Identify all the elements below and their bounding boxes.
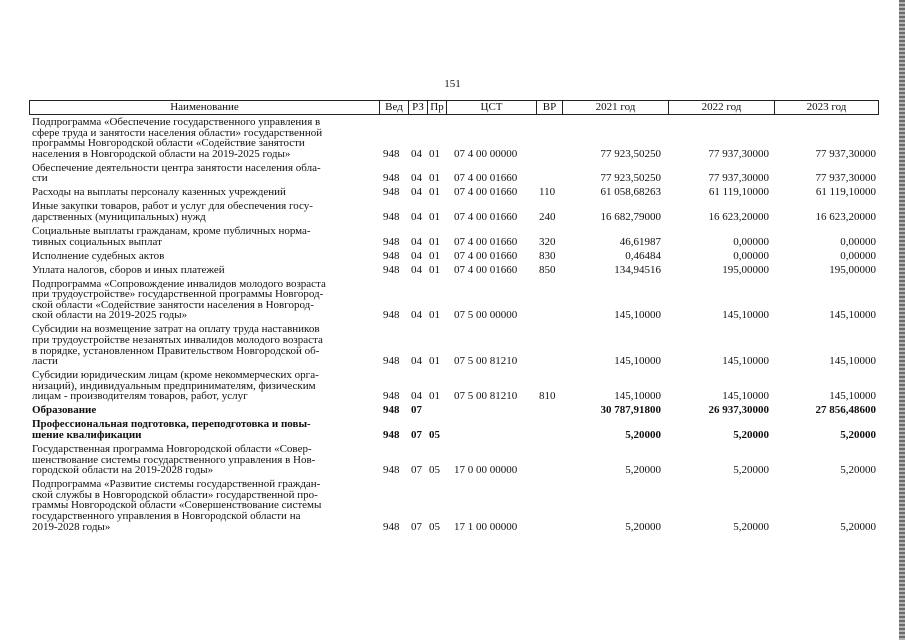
cell-cst: 07 5 00 81210 [454,390,518,403]
cell-2023: 5,20000 [840,428,876,441]
cell-name: Субсидии юридическим лицам (кроме некоммерческих орга- низаций), индивидуальным предпринимателям, физическим лицам - производителям товаров, работ, услуг [32,369,319,403]
header-rz: РЗ [409,101,428,114]
cell-rz: 04 [411,309,422,322]
cell-2022: 61 119,10000 [708,186,769,199]
header-cst: ЦСТ [447,101,537,114]
cell-pr: 05 [429,520,440,533]
cell-2021: 61 058,68263 [600,186,661,199]
table-row [29,370,879,402]
page-number: 151 [444,78,461,90]
cell-vr: 320 [539,235,556,248]
cell-2023: 61 119,10000 [815,186,876,199]
cell-cst: 07 4 00 01660 [454,210,518,223]
cell-ved: 948 [383,355,400,368]
cell-2021: 16 682,79000 [600,210,661,223]
cell-rz: 04 [411,390,422,403]
cell-rz: 07 [411,428,422,441]
cell-rz: 07 [411,404,422,417]
cell-cst: 07 5 00 00000 [454,309,518,322]
table-row [29,187,879,198]
cell-vr: 240 [539,210,556,223]
cell-name: Подпрограмма «Сопровождение инвалидов молодого возраста при трудоустройстве» государственной программы Новгород- ской области «Содействие занятости населения в Новгород- ской области на 2019-2025 годы» [32,277,326,322]
cell-2021: 0,46484 [625,249,661,262]
cell-pr: 05 [429,464,440,477]
cell-ved: 948 [383,210,400,223]
cell-2022: 26 937,30000 [708,404,769,417]
cell-rz: 04 [411,147,422,160]
cell-ved: 948 [383,520,400,533]
cell-2023: 145,10000 [829,390,876,403]
cell-vr: 850 [539,263,556,276]
cell-2022: 5,20000 [733,464,769,477]
cell-cst: 07 4 00 00000 [454,147,518,160]
cell-name: Государственная программа Новгородской области «Совер- шенствование системы государственного управления в Нов- городской области на 2019-2028 годы» [32,443,316,477]
cell-cst: 17 0 00 00000 [454,464,518,477]
header-pr: Пр [428,101,447,114]
cell-2023: 77 937,30000 [815,147,876,160]
table-row [29,201,879,222]
cell-2021: 145,10000 [614,355,661,368]
cell-vr: 810 [539,390,556,403]
cell-2023: 0,00000 [840,235,876,248]
cell-cst: 07 4 00 01660 [454,172,518,185]
cell-pr: 01 [429,235,440,248]
cell-2021: 5,20000 [625,464,661,477]
cell-2021: 145,10000 [614,390,661,403]
cell-ved: 948 [383,249,400,262]
cell-ved: 948 [383,428,400,441]
header-2023: 2023 год [806,101,847,113]
cell-2022: 5,20000 [733,520,769,533]
cell-2021: 77 923,50250 [600,147,661,160]
header-2022: 2022 год [669,101,775,114]
table-row [29,324,879,366]
cell-rz: 07 [411,464,422,477]
table-row [29,479,879,532]
cell-2022: 5,20000 [733,428,769,441]
cell-2021: 145,10000 [614,309,661,322]
cell-cst: 07 5 00 81210 [454,355,518,368]
cell-pr: 01 [429,263,440,276]
cell-name: Расходы на выплаты персоналу казенных учреждений [32,186,286,199]
cell-cst: 17 1 00 00000 [454,520,518,533]
cell-pr: 05 [429,428,440,441]
cell-2021: 5,20000 [625,428,661,441]
cell-2021: 134,94516 [614,263,661,276]
cell-2021: 46,61987 [619,235,661,248]
cell-pr: 01 [429,390,440,403]
table-row [29,279,879,321]
cell-rz: 07 [411,520,422,533]
cell-cst: 07 4 00 01660 [454,186,518,199]
cell-vr: 110 [539,186,556,199]
cell-pr: 01 [429,147,440,160]
cell-2022: 0,00000 [733,249,769,262]
table-row [29,251,879,262]
cell-pr: 01 [429,355,440,368]
cell-name: Подпрограмма «Развитие системы государственной граждан- ской службы в Новгородской области» государственной про- граммы Новгородской области «Совершенствование системы государственного управления в Новгородской области на 2019-2028 годы» [32,478,322,533]
cell-ved: 948 [383,147,400,160]
cell-2022: 195,00000 [722,263,769,276]
cell-2022: 77 937,30000 [708,147,769,160]
cell-2022: 77 937,30000 [708,172,769,185]
table-row [29,265,879,276]
cell-name: Исполнение судебных актов [32,249,165,262]
cell-ved: 948 [383,404,400,417]
cell-2023: 195,00000 [829,263,876,276]
cell-rz: 04 [411,249,422,262]
cell-ved: 948 [383,186,400,199]
cell-2023: 16 623,20000 [815,210,876,223]
cell-name: Профессиональная подготовка, переподготовка и повы- шение квалификации [32,418,311,441]
cell-pr: 01 [429,186,440,199]
cell-rz: 04 [411,172,422,185]
cell-2023: 77 937,30000 [815,172,876,185]
cell-2023: 27 856,48600 [815,404,876,417]
cell-cst: 07 4 00 01660 [454,249,518,262]
cell-rz: 04 [411,355,422,368]
cell-2023: 0,00000 [840,249,876,262]
cell-ved: 948 [383,309,400,322]
table-row [29,405,879,416]
cell-2023: 145,10000 [829,355,876,368]
cell-name: Уплата налогов, сборов и иных платежей [32,263,225,276]
table-row [29,444,879,476]
header-name: Наименование [30,101,380,114]
header-ved: Вед [380,101,409,114]
cell-name: Социальные выплаты гражданам, кроме публичных норма- тивных социальных выплат [32,225,311,248]
cell-name: Образование [32,404,97,417]
cell-2022: 16 623,20000 [708,210,769,223]
cell-pr: 01 [429,249,440,262]
cell-vr: 830 [539,249,556,262]
cell-2021: 5,20000 [625,520,661,533]
cell-2022: 145,10000 [722,390,769,403]
cell-2023: 5,20000 [840,464,876,477]
cell-rz: 04 [411,186,422,199]
cell-ved: 948 [383,172,400,185]
cell-ved: 948 [383,464,400,477]
cell-2023: 145,10000 [829,309,876,322]
cell-cst: 07 4 00 01660 [454,235,518,248]
cell-ved: 948 [383,263,400,276]
cell-rz: 04 [411,263,422,276]
table-row [29,117,879,159]
header-vr: ВР [537,101,563,114]
cell-2023: 5,20000 [840,520,876,533]
table-row [29,419,879,440]
cell-2022: 0,00000 [733,235,769,248]
scan-edge [899,0,905,640]
cell-rz: 04 [411,210,422,223]
header-2021: 2021 год [563,101,669,114]
cell-2021: 30 787,91800 [600,404,661,417]
table-row [29,163,879,184]
table-header [29,100,879,115]
cell-pr: 01 [429,309,440,322]
cell-rz: 04 [411,235,422,248]
cell-pr: 01 [429,172,440,185]
cell-ved: 948 [383,390,400,403]
cell-name: Обеспечение деятельности центра занятости населения обла- сти [32,161,321,185]
cell-name: Иные закупки товаров, работ и услуг для обеспечения госу- дарственных (муниципальных) нужд [32,200,313,223]
cell-2021: 77 923,50250 [600,172,661,185]
table-row [29,226,879,247]
cell-name: Субсидии на возмещение затрат на оплату труда наставников при трудоустройстве незанятых инвалидов молодого возраста в порядке, установленном Правительством Новгородской об- ласти [32,323,323,368]
cell-cst: 07 4 00 01660 [454,263,518,276]
cell-ved: 948 [383,235,400,248]
cell-2022: 145,10000 [722,355,769,368]
cell-pr: 01 [429,210,440,223]
cell-name: Подпрограмма «Обеспечение государственного управления в сфере труда и занятости населения области» государственной программы Новгородской области «Содействие занятости населения в Новгородской области на 2019-2025 годы» [32,116,323,160]
cell-2022: 145,10000 [722,309,769,322]
